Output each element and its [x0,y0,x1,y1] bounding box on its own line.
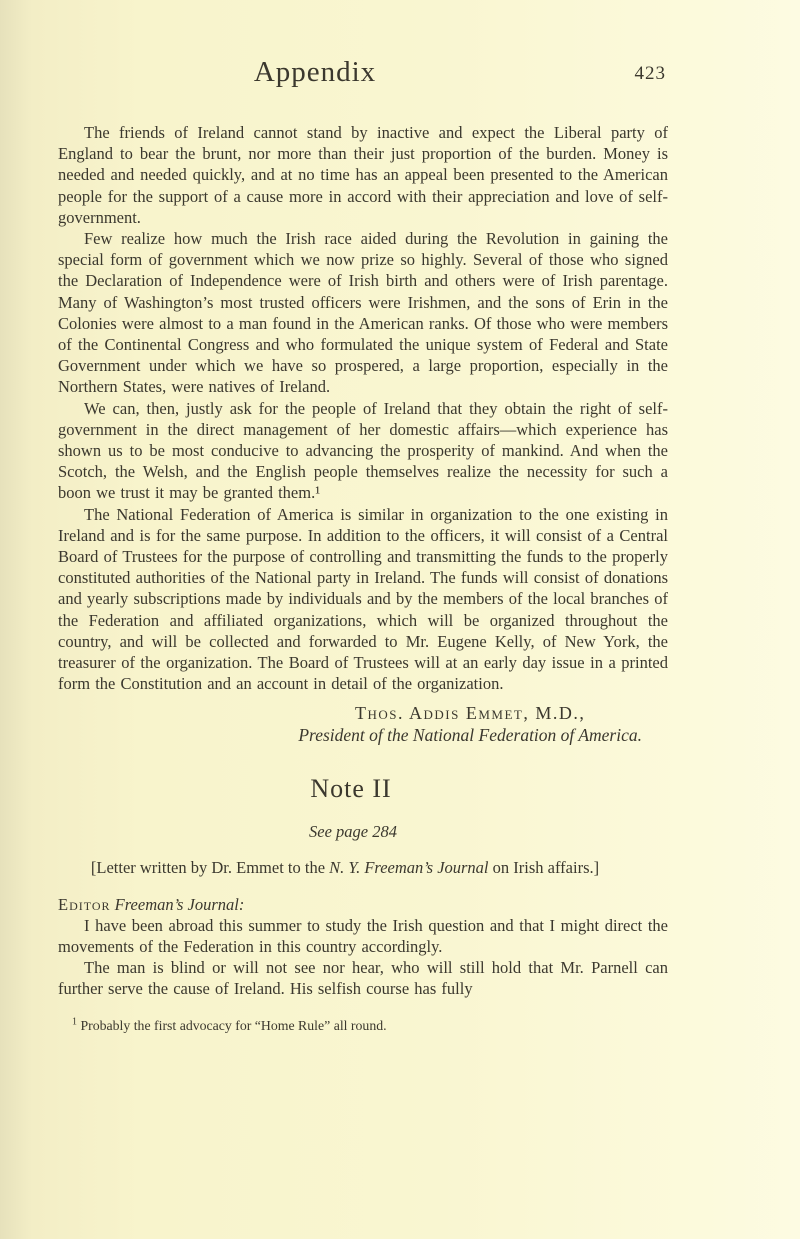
appendix-body [58,122,668,694]
bracket-note-journal-name: N. Y. Freeman’s Journal [329,858,489,878]
page-title: Appendix [253,56,377,88]
body-paragraph: We can, then, justly ask for the people of Ireland that they obtain the right of self-government in the direct management of her domestic affairs—which experience has shown us to be most conducive to advancing the prosperity of mankind. And when the Scotch, the Welsh, and the English people themselves realize the necessity for such a boon we trust it may be granted them.¹ [58,398,668,503]
bracket-note [55,857,635,878]
letter-paragraph: I have been abroad this summer to study the Irish question and that I might direct the movements of the Federation in this country accordingly. [58,915,668,956]
page-number: 423 [634,63,666,84]
bracket-note-outro: on Irish affairs.] [488,858,600,878]
signature-name: Thos. Addis Emmet, M.D., [355,703,586,724]
bracket-note-intro: [Letter written by Dr. Emmet to the [90,858,330,878]
body-paragraph: Few realize how much the Irish race aided during the Revolution in gaining the special form of government which we now prize so highly. Several of those who signed the Declaration of Independence were of Irish birth and others were of Irish parentage. Many of Washington’s most trusted officers were Irishmen, and the sons of Erin in the Colonies were almost to a man found in the American ranks. Of those who were members of the Continental Congress and who formulated the unique system of Federal and State Government under which we have so prospered, a large proportion, especially in the Northern States, were natives of Ireland. [58,229,668,397]
salutation-editor-label: Editor [58,894,111,914]
footnote-marker: 1 [72,1015,77,1027]
body-paragraph: The friends of Ireland cannot stand by inactive and expect the Liberal party of England to bear the brunt, nor more than their just proportion of the burden. Money is needed and needed quickly, and at no time has an appeal been presented to the American people for the support of a cause more in accord with their appreciation and love of self-government. [58,123,668,227]
letter-body [58,915,668,1000]
page-header [58,56,668,94]
footnote-text: Probably the first advocacy for “Home Rule” all round. [77,1017,387,1033]
salutation-journal-name: Freeman’s Journal: [110,894,245,914]
body-paragraph: The National Federation of America is similar in organization to the one existing in Ireland and is for the same purpose. In addition to the officers, it will consist of a Central Board of Trustees for the purpose of controlling and transmitting the funds to the properly constituted authorities of the National party in Ireland. The funds will consist of donations and yearly subscriptions made by individuals and by the members of the local branches of the Federation and affiliated organizations, which will be organized throughout the country, and will be collected and forwarded to Mr. Eugene Kelly, of New York, the treasurer of the organization. The Board of Trustees will at an early day issue in a printed form the Constitution and an account in detail of the organization. [58,504,668,694]
note-page-reference: See page 284 [309,822,397,842]
letter-paragraph: The man is blind or will not see nor hear, who will still hold that Mr. Parnell can further serve the cause of Ireland. His selfish course has fully [58,958,668,999]
signature-block [298,703,642,746]
note-heading: Note II [310,774,392,804]
letter-salutation [58,895,668,915]
footnote [58,1017,668,1034]
signature-title: President of the National Federation of America. [298,725,642,746]
